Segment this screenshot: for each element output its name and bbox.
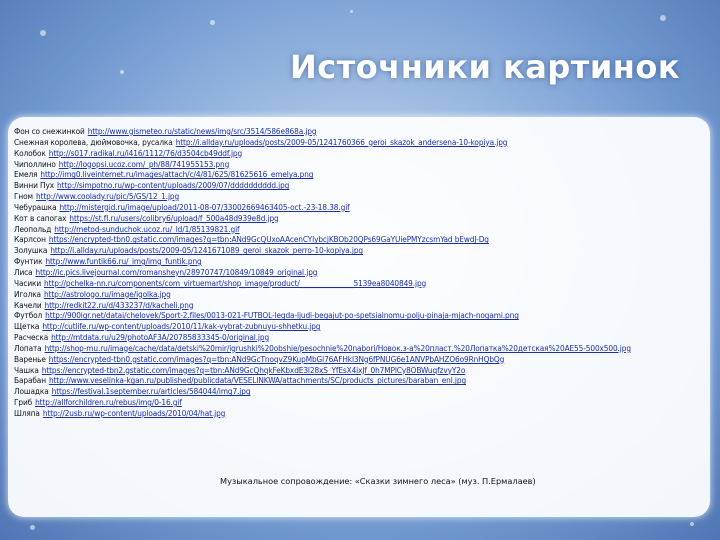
source-row xyxy=(14,397,704,408)
source-link[interactable]: http://img0.liveinternet.ru/images/attach/c/4/81/625/81625616_emelya.png xyxy=(40,169,314,180)
source-link[interactable]: http://www.funtik66.ru/_img/img_funtik.png xyxy=(45,256,202,267)
source-link[interactable]: https://st.fl.ru/users/colibry6/upload/f_500a48d939e8d.jpg xyxy=(69,212,279,223)
source-link[interactable]: http://i.allday.ru/uploads/posts/2009-05/1241671089_geroi_skazok_perro-10-kopiya.jpg xyxy=(50,245,363,256)
source-label: Колобок xyxy=(14,147,46,158)
source-row xyxy=(14,343,704,354)
source-label: Снежная королева, дюймовочка, русалка xyxy=(14,136,173,147)
source-row xyxy=(14,408,704,419)
source-label: Емеля xyxy=(14,169,38,180)
source-link[interactable]: http://2usb.ru/wp-content/uploads/2010/04/hat.jpg xyxy=(42,407,226,418)
source-row xyxy=(14,126,704,137)
source-link[interactable]: http://www.coolady.ru/pic/5/GS/12_1.jpg xyxy=(35,191,180,202)
source-row xyxy=(14,213,704,224)
source-label: Фон со снежинкой xyxy=(14,126,85,136)
source-row xyxy=(14,278,704,289)
source-row xyxy=(14,365,704,376)
source-label: Варенье xyxy=(14,353,46,364)
source-link[interactable]: http://www.veselinka-kgan.ru/published/publicdata/VESELINKWA/attachments/SC/products_pictures/baraban_enl.jpg xyxy=(48,375,467,386)
source-label: Чашка xyxy=(14,364,39,375)
source-label: Винни Пух xyxy=(14,180,54,191)
slide-title: Источники картинок xyxy=(290,48,681,86)
source-link[interactable]: http://i.allday.ru/uploads/posts/2009-05/1241760366_geroi_skazok_andersena-10-kopiya.jpg xyxy=(175,136,508,147)
source-link[interactable]: https://encrypted-tbn0.gstatic.com/images?q=tbn:ANd9GcQUxoAAcenCYlybcjKBOb20QPs69GaYUiePMYzcsmYad bEwdJ-Dg xyxy=(48,234,489,245)
source-label: Щетка xyxy=(14,321,40,332)
source-link[interactable]: http://mistergid.ru/image/upload/2011-08-07/33002669463405-oct.-23-18.38.gif xyxy=(59,201,350,212)
source-row xyxy=(14,321,704,332)
source-link[interactable]: http://metod-sunduchok.ucoz.ru/_ld/1/85139821.gif xyxy=(54,223,240,234)
source-label: Гриб xyxy=(14,397,33,408)
source-row xyxy=(14,224,704,235)
source-link[interactable]: http://redkit22.ru/d/433237/d/kacheli.png xyxy=(44,299,194,310)
source-row xyxy=(14,256,704,267)
source-label: Золушка xyxy=(14,245,48,256)
source-row xyxy=(14,191,704,202)
source-label: Часики xyxy=(14,277,42,288)
source-link[interactable]: http://allforchildren.ru/rebus/img/0-16.gif xyxy=(35,397,182,408)
source-row xyxy=(14,180,704,191)
source-row xyxy=(14,159,704,170)
source-link[interactable]: http://logopsi.ucoz.com/_ph/88/741955153.png xyxy=(58,158,230,169)
source-label: Гном xyxy=(14,191,33,202)
source-link[interactable]: http://cutlife.ru/wp-content/uploads/2010/11/kak-vybrat-zubnuyu-shhetku.jpg xyxy=(42,321,321,332)
source-label: Фунтик xyxy=(14,256,43,267)
source-row xyxy=(14,310,704,321)
source-label: Расческа xyxy=(14,332,49,343)
source-label: Иголка xyxy=(14,288,41,299)
source-row xyxy=(14,137,704,148)
source-row xyxy=(14,234,704,245)
source-row xyxy=(14,332,704,343)
source-label: Лопата xyxy=(14,342,42,353)
source-row xyxy=(14,300,704,311)
source-label: Лошадка xyxy=(14,386,49,397)
source-label: Карлсон xyxy=(14,234,46,245)
source-row xyxy=(14,202,704,213)
source-link[interactable]: http://s017.radikal.ru/i416/1112/76/d3504cb49ddf.jpg xyxy=(48,147,243,158)
source-row xyxy=(14,148,704,159)
music-credit: Музыкальное сопровождение: «Сказки зимнего леса» (муз. П.Ермалаев) xyxy=(220,476,536,486)
source-row xyxy=(14,169,704,180)
source-label: Футбол xyxy=(14,310,43,321)
source-label: Леопольд xyxy=(14,223,52,234)
source-row xyxy=(14,386,704,397)
source-link[interactable]: https://encrypted-tbn0.gstatic.com/images?q=tbn:ANd9GcTnoqvZ9KupMbGl76AFHkl3Ng6fPNUG6e1ANVPbAHZO6o9RnHQbQg xyxy=(48,353,505,364)
source-row xyxy=(14,289,704,300)
source-link[interactable]: http://www.gismeteo.ru/static/news/img/src/3514/586e868a.jpg xyxy=(87,126,317,136)
source-label: Качели xyxy=(14,299,42,310)
source-link[interactable]: http://mtdata.ru/u29/photoAF3A/20785833345-0/original.jpg xyxy=(51,332,270,343)
source-row xyxy=(14,245,704,256)
source-link[interactable]: http://astrologo.ru/image/igolka.jpg xyxy=(43,288,171,299)
source-label: Чиполлино xyxy=(14,158,56,169)
source-label: Лиса xyxy=(14,266,33,277)
source-link[interactable]: http://ic.pics.livejournal.com/romansheyn/28970747/10849/10849_original.jpg xyxy=(35,266,318,277)
sources-list xyxy=(14,126,704,419)
source-row xyxy=(14,375,704,386)
source-link[interactable]: http://pchelka-nn.ru/components/com_virtuemart/shop_image/product/_______________5139ea8040849.jpg xyxy=(44,277,427,288)
source-link[interactable]: https://festival.1september.ru/articles/584044/img7.jpg xyxy=(51,386,251,397)
source-link[interactable]: http://simpotno.ru/wp-content/uploads/2009/07/dddddddddd.jpg xyxy=(56,180,290,191)
source-label: Барабан xyxy=(14,375,46,386)
source-label: Чебурашка xyxy=(14,201,57,212)
source-label: Шляпа xyxy=(14,407,40,418)
source-link[interactable]: http://shop-mu.ru/image/cache/data/detski%20mir/igrushki%20obshie/pesochnie%20nabori/Новок.з-а%20пласт.%20Лопатка%20детская%20АЕ55-500x500.jpg xyxy=(44,342,631,353)
source-label: Кот в сапогах xyxy=(14,212,67,223)
source-link[interactable]: http://900igr.net/datai/chelovek/Sport-2.files/0013-021-FUTBOL-legda-ljudi-begajut-po-spetsialnomu-polju-pinaja-mjach-nogami.png xyxy=(45,310,519,321)
source-link[interactable]: https://encrypted-tbn2.gstatic.com/images?q=tbn:ANd9GcQhqkFeKbxdE3l28xS_YfEsX4ixJf_0h7MPlCy8OBWuqfzvyY2o xyxy=(41,364,466,375)
source-row xyxy=(14,267,704,278)
source-row xyxy=(14,354,704,365)
